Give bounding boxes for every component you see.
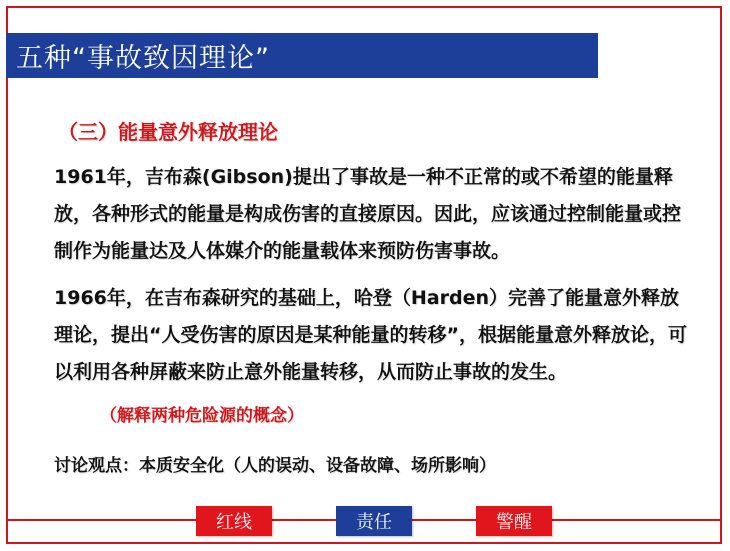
responsibility-button[interactable]: 责任: [336, 506, 412, 536]
paragraph-harden: 1966年，在吉布森研究的基础上，哈登（Harden）完善了能量意外释放理论，提出“人受伤害的原因是某种能量的转移”，根据能量意外释放论，可以利用各种屏蔽来防止意外能量转移，从而防止事故的发生。: [54, 287, 687, 383]
paragraph-gibson: 1961年，吉布森(Gibson)提出了事故是一种不正常的或不希望的能量释放，各种形式的能量是构成伤害的直接原因。因此，应该通过控制能量或控制作为能量达及人体媒介的能量载体来预防伤害事故。: [54, 166, 682, 262]
red-line-button[interactable]: 红线: [196, 506, 272, 536]
discussion-point: 讨论观点：本质安全化（人的误动、设备故障、场所影响）: [54, 456, 496, 476]
warning-button[interactable]: 警醒: [476, 506, 552, 536]
slide-title: 五种“事故致因理论”: [16, 43, 270, 74]
title-bar: [6, 33, 598, 78]
hazard-source-note: （解释两种危险源的概念）: [100, 406, 304, 426]
section-heading: （三）能量意外释放理论: [58, 120, 278, 144]
